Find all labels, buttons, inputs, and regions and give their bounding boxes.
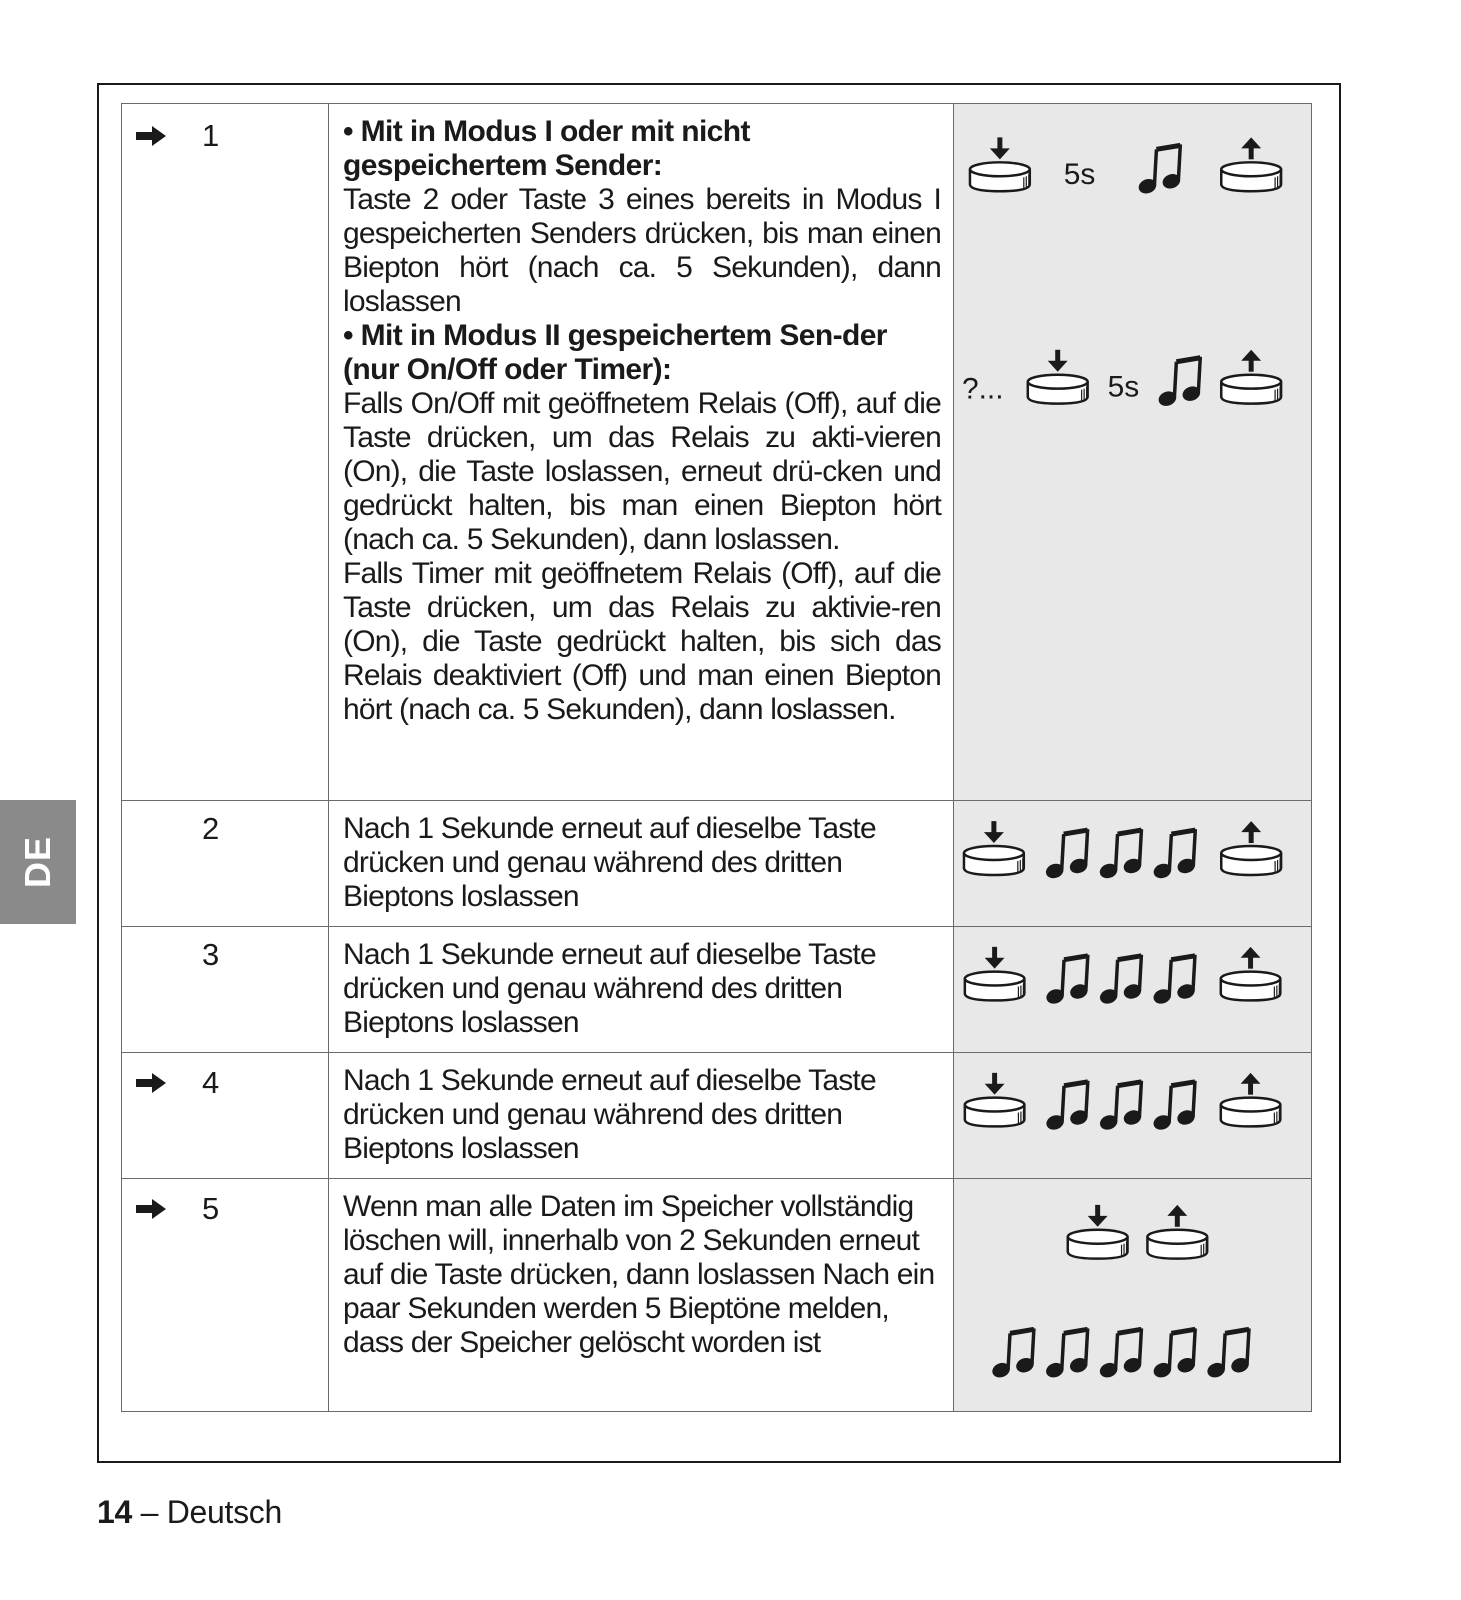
timer-text: Falls Timer mit geöffnetem Relais (Off), auf die Taste drücken, um das Relais zu aktivie-ren (On), die Taste gedrückt halten, bis sich das Relais deaktiviert (Off) und man einen Biepton hört (nach ca. 5 Sekunden), dann loslassen.: [343, 557, 941, 726]
page-number: 14: [97, 1494, 132, 1530]
beep-note-icon: [1044, 955, 1089, 1006]
button-press-icon: [1068, 1205, 1128, 1259]
step-number: 5: [202, 1191, 219, 1226]
on-off-text: Falls On/Off mit geöffnetem Relais (Off), auf die Taste drücken, um das Relais zu akti-vieren (On), die Taste loslassen, erneut drü-cken und gedrückt halten, bis man einen Biepton hört (nach ca. 5 Sekunden), dann loslassen.: [343, 387, 941, 556]
step-icons: [954, 1179, 1312, 1412]
step-description: [329, 104, 954, 801]
table-row: [122, 801, 1312, 927]
button-press-icon: [965, 947, 1025, 1001]
step-text: Wenn man alle Daten im Speicher vollständig löschen will, innerhalb von 2 Sekunden erneut auf die Taste drücken, dann loslassen Nach ein paar Sekunden werden 5 Bieptöne melden, dass der Speicher gelöscht worden ist: [343, 1190, 935, 1359]
step-number-cell: [122, 801, 329, 927]
beep-note-icon: [1098, 829, 1144, 881]
footer-separator: –: [132, 1494, 167, 1530]
step-icons: [954, 801, 1312, 927]
step-number: 4: [202, 1065, 219, 1100]
button-press-icon: [970, 137, 1030, 191]
table-row: [122, 1053, 1312, 1179]
beep-note-icon: [1044, 829, 1090, 881]
step-icons: [954, 1053, 1312, 1179]
button-release-icon: [1221, 1073, 1281, 1127]
beep-note-icon: [1152, 829, 1198, 881]
unknown-state-label: ?...: [961, 372, 1004, 406]
step-table: [121, 103, 1312, 1412]
duration-label: 5s: [1107, 370, 1140, 404]
step-icons: [954, 927, 1312, 1053]
footer-language: Deutsch: [166, 1494, 282, 1530]
button-press-icon: [964, 821, 1024, 875]
beep-note-icon: [1205, 1328, 1251, 1379]
step-number-cell: [122, 1179, 329, 1412]
step-description: [329, 927, 954, 1053]
mode-2-heading: • Mit in Modus II gespeichertem Sen-der (nur On/Off oder Timer):: [343, 319, 887, 386]
beep-note-icon: [1098, 955, 1143, 1006]
beep-note-icon: [1151, 955, 1196, 1006]
button-press-icon: [1028, 350, 1088, 404]
button-release-icon: [1147, 1205, 1207, 1259]
language-tab: [0, 800, 76, 924]
beep-note-icon: [1044, 1328, 1090, 1379]
right-arrow-icon: [136, 1199, 168, 1219]
mode-1-heading: • Mit in Modus I oder mit nicht gespeichertem Sender:: [343, 115, 750, 182]
beep-note-icon: [990, 1328, 1036, 1379]
step-number: 3: [202, 937, 219, 972]
step-icons: [954, 104, 1312, 801]
step-number-cell: [122, 104, 329, 801]
right-arrow-icon: [136, 1073, 168, 1093]
step-number-cell: [122, 927, 329, 1053]
beep-note-icon: [1098, 1081, 1143, 1132]
language-tab-label: DE: [16, 835, 58, 889]
step-description: [329, 801, 954, 927]
beep-note-icon: [1044, 1081, 1089, 1132]
step-number-cell: [122, 1053, 329, 1179]
table-row: [122, 927, 1312, 1053]
step-text: Nach 1 Sekunde erneut auf dieselbe Taste drücken und genau während des dritten Bieptons loslassen: [343, 812, 876, 913]
beep-note-icon: [1098, 1328, 1144, 1379]
button-release-icon: [1221, 947, 1281, 1001]
beep-note-icon: [1152, 1328, 1198, 1379]
step-text: Nach 1 Sekunde erneut auf dieselbe Taste drücken und genau während des dritten Bieptons loslassen: [343, 938, 876, 1039]
right-arrow-icon: [136, 126, 168, 146]
button-press-icon: [965, 1073, 1025, 1127]
duration-label: 5s: [1063, 158, 1096, 192]
step-number: 1: [202, 118, 219, 153]
step-description: [329, 1053, 954, 1179]
button-release-icon: [1221, 137, 1281, 191]
step-description: [329, 1179, 954, 1412]
button-release-icon: [1221, 821, 1281, 875]
step-text: Nach 1 Sekunde erneut auf dieselbe Taste drücken und genau während des dritten Bieptons loslassen: [343, 1064, 876, 1165]
step-number: 2: [202, 811, 219, 846]
beep-note-icon: [1137, 144, 1183, 196]
page-footer: [97, 1494, 282, 1531]
beep-note-icon: [1157, 357, 1203, 409]
mode-1-text: Taste 2 oder Taste 3 eines bereits in Modus I gespeicherten Senders drücken, bis man einen Biepton hört (nach ca. 5 Sekunden), dann loslassen: [343, 183, 941, 318]
beep-note-icon: [1151, 1081, 1196, 1132]
table-row: [122, 104, 1312, 801]
button-release-icon: [1221, 350, 1281, 404]
table-row: [122, 1179, 1312, 1412]
